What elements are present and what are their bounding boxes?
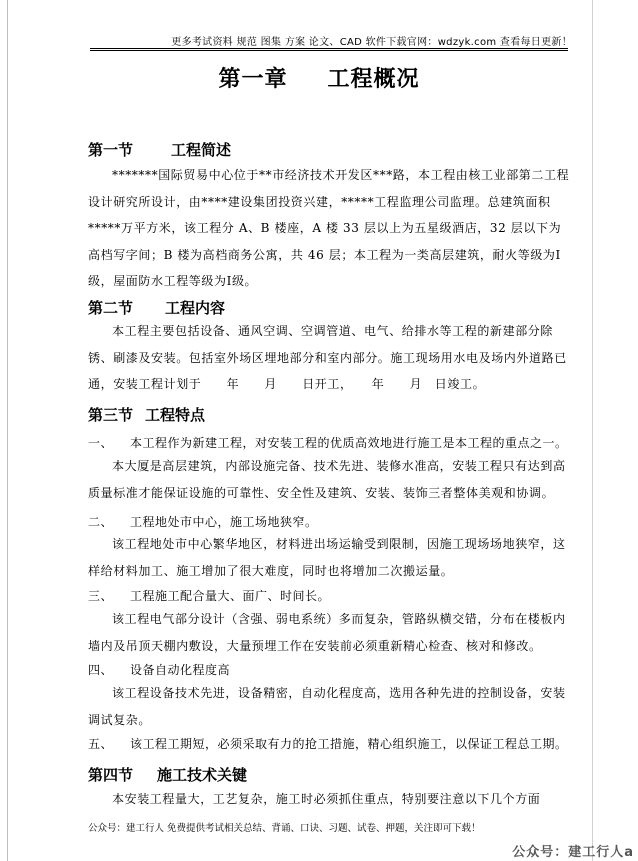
header-rule-double [90, 50, 568, 51]
feature-item-2 [88, 513, 572, 530]
section-title: 施工技术关键 [157, 766, 248, 784]
page-left-edge [7, 0, 8, 861]
section-number: 第三节 [88, 406, 134, 424]
section-2-paragraph: 本工程主要包括设备、通风空调、空调管道、电气、给排水等工程的新建部分除锈、刷漆及安装。包括室外场区埋地部分和室内部分。施工现场用水电及场内外道路已通，安装工程计划于 年 月 日开工， 年 月 日竣工。 [88, 324, 567, 391]
feature-item-5 [88, 735, 572, 752]
section-2-heading [88, 297, 225, 318]
chapter-title [0, 62, 638, 93]
section-title: 工程内容 [165, 299, 226, 317]
item-text: 该工程工期短，必须采取有力的抢工措施，精心组织施工，以保证工程总工期。 [130, 737, 568, 751]
feature-item-1-detail: 本大厦是高层建筑，内部设施完备、技术先进、装修水准高，安装工程只有达到高质量标准才能保证设施的可靠性、安全性及建筑、安装、装饰三者整体美观和协调。 [88, 459, 566, 500]
section-1-paragraph: *******国际贸易中心位于**市经济技术开发区***路，本工程由核工业部第二工程设计研究所设计，由****建设集团投资兴建，*****工程监理公司监理。总建筑面积*****万平方米，该工程分 A、B 楼座，A 楼 33 层以上为五星级酒店，32 层以下为高档写字间；B 楼为高档商务公寓，共 46 层；本工程为一类高层建筑，耐火等级为Ⅰ级，屋面防水工程等级为Ⅰ级。 [88, 168, 570, 288]
section-number: 第四节 [88, 766, 134, 784]
item-number: 三、 [88, 589, 114, 603]
section-title: 工程简述 [171, 141, 232, 159]
feature-item-2-detail: 该工程地处市中心繁华地区，材料进出场运输受到限制，因施工现场场地狭窄，这样给材料加工、施工增加了很大难度，同时也将增加二次搬运量。 [88, 537, 566, 578]
feature-item-3-detail: 该工程电气部分设计（含强、弱电系统）多而复杂，管路纵横交错，分布在楼板内墙内及吊顶天棚内敷设，大量预埋工作在安装前必须重新精心检查、核对和修改。 [88, 612, 566, 653]
section-3-heading [88, 404, 205, 425]
page-right-edge [592, 0, 593, 861]
chapter-number: 第一章 [218, 67, 288, 92]
section-4-paragraph: 本安装工程量大，工艺复杂，施工时必须抓住重点，特别要注意以下几个方面 [112, 792, 541, 806]
feature-item-3 [88, 587, 572, 604]
section-title: 工程特点 [145, 406, 206, 424]
item-number: 一、 [88, 436, 114, 450]
item-number: 五、 [88, 737, 114, 751]
header-rule [90, 48, 568, 49]
page-footer: 公众号：建工行人 免费提供考试相关总结、背诵、口诀、习题、试卷、押题，关注即可下载！ [88, 823, 481, 834]
feature-item-4 [88, 661, 572, 678]
section-number: 第二节 [88, 299, 134, 317]
section-1-heading [88, 139, 231, 160]
watermark: 公众号：建工行人a [512, 845, 634, 860]
chapter-name: 工程概况 [327, 67, 420, 92]
section-number: 第一节 [88, 141, 134, 159]
section-4-heading [88, 764, 247, 785]
item-text: 工程地处市中心，施工场地狭窄。 [130, 515, 318, 529]
item-number: 四、 [88, 663, 114, 677]
feature-item-4-detail: 该工程设备技术先进，设备精密，自动化程度高，选用各种先进的控制设备，安装调试复杂。 [88, 686, 566, 727]
item-number: 二、 [88, 515, 114, 529]
item-text: 本工程作为新建工程，对安装工程的优质高效地进行施工是本工程的重点之一。 [130, 436, 568, 450]
item-text: 工程施工配合量大、面广、时间长。 [130, 589, 331, 603]
feature-item-1 [88, 434, 572, 451]
page-header: 更多考试资料 规范 图集 方案 论文、CAD 软件下载官网：wdzyk.com 查看每日更新！ [171, 37, 572, 48]
item-text: 设备自动化程度高 [130, 663, 231, 677]
